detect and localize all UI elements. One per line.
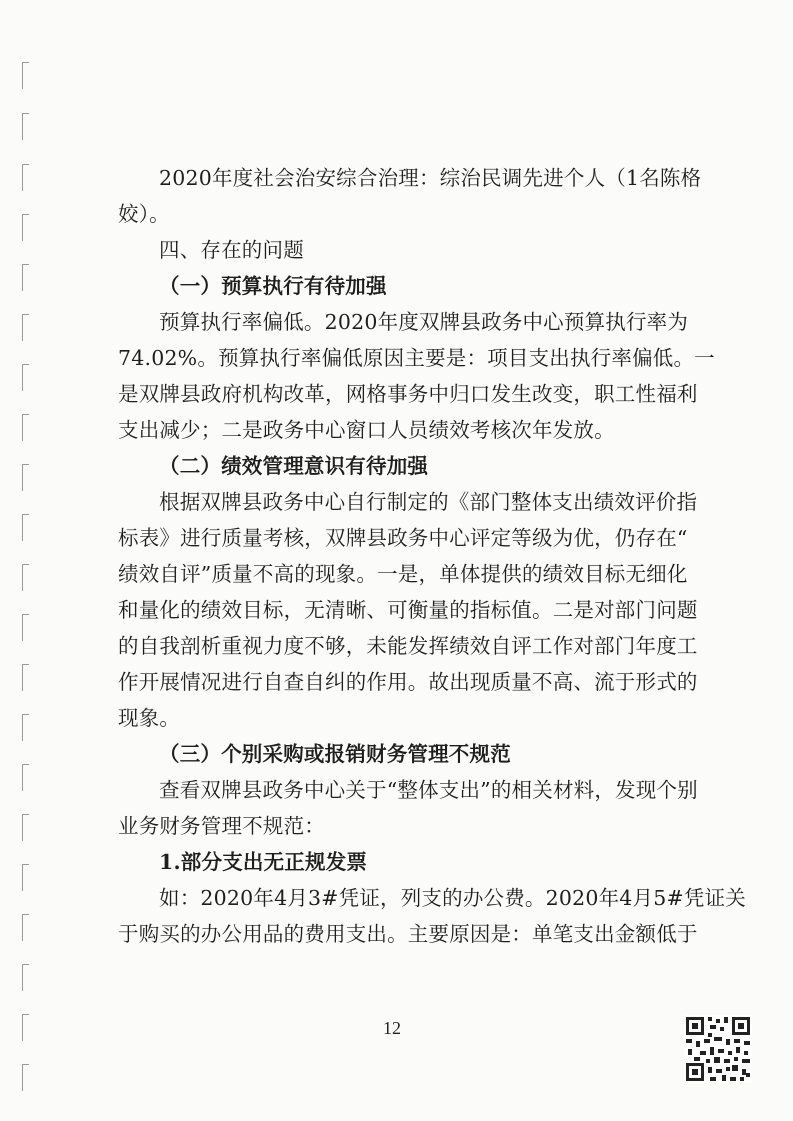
text-line: 预算执行率偏低。2020年度双牌县政务中心预算执行率为 <box>159 310 689 334</box>
text-line: 业务财务管理不规范： <box>118 814 325 838</box>
subsection-heading: （二）绩效管理意识有待加强 <box>159 454 429 478</box>
text-line: 查看双牌县政务中心关于“整体支出”的相关材料，发现个别 <box>159 778 698 802</box>
section-heading: 四、存在的问题 <box>159 238 304 262</box>
subsection-heading: （三）个别采购或报销财务管理不规范 <box>159 742 511 766</box>
text-line: 是双牌县政府机构改革，网格事务中归口发生改变，职工性福利 <box>118 382 698 406</box>
text-line: 支出减少；二是政务中心窗口人员绩效考核次年发放。 <box>118 418 615 442</box>
subsection-heading: （一）预算执行有待加强 <box>159 274 387 298</box>
qr-code-icon <box>684 1015 752 1083</box>
binding-marks <box>22 0 34 1121</box>
text-line: 如：2020年4月3#凭证，列支的办公费。2020年4月5#凭证关 <box>159 886 746 910</box>
text-line: 绩效自评”质量不高的现象。一是，单体提供的绩效目标无细化 <box>118 562 688 586</box>
page-number: 12 <box>383 1018 401 1038</box>
text-line: 标表》进行质量考核，双牌县政务中心评定等级为优，仍存在“ <box>118 526 688 550</box>
text-line: 的自我剖析重视力度不够，未能发挥绩效自评工作对部门年度工 <box>118 634 698 658</box>
text-line: 和量化的绩效目标，无清晰、可衡量的指标值。二是对部门问题 <box>118 598 698 622</box>
text-line: 2020年度社会治安综合治理：综治民调先进个人（1名陈格 <box>159 166 702 190</box>
text-line: 现象。 <box>118 706 181 730</box>
text-line: 根据双牌县政务中心自行制定的《部门整体支出绩效评价指 <box>159 490 698 514</box>
text-line: 74.02%。预算执行率偏低原因主要是：项目支出执行率偏低。一 <box>118 346 715 370</box>
text-line: 姣）。 <box>118 202 170 226</box>
text-line: 作开展情况进行自查自纠的作用。故出现质量不高、流于形式的 <box>118 670 698 694</box>
text-line: 于购买的办公用品的费用支出。主要原因是：单笔支出金额低于 <box>118 922 698 946</box>
item-heading: 1.部分支出无正规发票 <box>159 850 368 874</box>
